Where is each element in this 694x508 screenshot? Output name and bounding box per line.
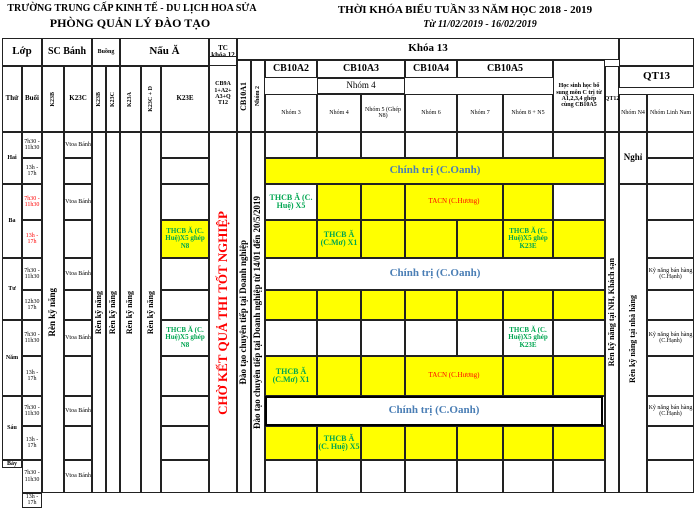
group-6-row-10	[553, 460, 605, 493]
group-2-row-5	[361, 290, 405, 320]
group-3-row-0	[405, 132, 457, 158]
session-3-0: 7h30 - 11h30	[22, 320, 42, 356]
group-2-row-0	[361, 132, 405, 158]
qt12-ren-ky-nang: Rèn kỹ năng tại NH, Khách sạn	[606, 258, 616, 367]
linh-nam-cell-5	[647, 290, 694, 320]
day-label-2: Tư	[2, 258, 22, 320]
col-buong: Buồng	[92, 38, 120, 66]
session-0-0: 7h30 - 11h30	[22, 132, 42, 158]
k23a-ren-ky-nang: Rèn kỹ năng	[125, 290, 135, 335]
col-nhom4-top: Nhóm 4	[317, 78, 405, 94]
k23e-cell-8	[161, 396, 209, 426]
col-cb10a5: CB10A5	[457, 60, 553, 78]
session-3-1: 13h - 17h	[22, 356, 42, 396]
nam-tacn: TACN (C.Hương)	[405, 356, 503, 396]
group-4-row-0	[457, 132, 503, 158]
group-4-row-5	[457, 290, 503, 320]
group-6-row-0	[553, 132, 605, 158]
group-1-row-7	[317, 356, 361, 396]
ba-tacn: TACN (C.Hương)	[405, 184, 503, 220]
group-4-row-6	[457, 320, 503, 356]
group-6-row-2	[553, 184, 605, 220]
cb9a-cho-ket-qua: CHỜ KẾT QUẢ THI TỐT NGHIỆP	[215, 210, 231, 415]
col-khoa13: Khóa 13	[237, 38, 619, 60]
school-name: TRƯỜNG TRUNG CẤP KINH TẾ - DU LỊCH HOA SỬA	[7, 3, 257, 14]
group-6-row-5	[553, 290, 605, 320]
col-thu: Thứ	[2, 66, 22, 132]
col-nhom-n4: Nhóm N4	[619, 94, 647, 132]
k23c-cell-10: Vtoa Bánh	[64, 460, 92, 493]
k23e-cell-4	[161, 258, 209, 290]
linh-nam-cell-7	[647, 356, 694, 396]
linh-nam-knbh-tu: Kỹ năng bán hàng (C.Hạnh)	[647, 258, 694, 290]
page-title: THỜI KHÓA BIỂU TUẦN 33 NĂM HỌC 2018 - 2019	[337, 4, 593, 16]
cb10a1-dao-tao: Đào tạo chuyên tiếp tại Doanh nghiệp	[238, 240, 249, 385]
col-k23c: K23C	[64, 66, 92, 132]
col-k23c-buong: K23C	[109, 91, 116, 107]
session-5-1: 13h - 17h	[22, 493, 42, 508]
group-6-row-6	[553, 320, 605, 356]
sau-chinh-tri: Chính trị (C.Oanh)	[265, 396, 603, 426]
col-k23a: K23A	[127, 91, 134, 107]
group-2-row-7	[361, 356, 405, 396]
hai-chinh-tri: Chính trị (C.Oanh)	[265, 158, 605, 184]
col-cb10a1: CB10A1	[238, 81, 248, 111]
col-qt13: QT13	[619, 66, 694, 88]
tu-chinh-tri: Chính trị (C.Oanh)	[265, 258, 605, 290]
nhom2-dao-tao: Đào tạo chuyên tiếp tại Doanh nghiệp từ 14/01 đến 20/5/2019	[252, 196, 263, 429]
linh-nam-cell-10	[647, 460, 694, 493]
session-0-1: 13h - 17h	[22, 158, 42, 184]
group-5-row-5	[503, 290, 553, 320]
group-4-row-9	[457, 426, 503, 460]
col-nhom7: Nhóm 7	[457, 94, 503, 132]
k23c-cell-1	[64, 158, 92, 184]
linh-nam-cell-1	[647, 158, 694, 184]
k23cd-ren-ky-nang: Rèn kỹ năng	[145, 290, 155, 335]
col-nau-a: Nấu Ă	[120, 38, 209, 66]
group-2-row-3	[361, 220, 405, 258]
session-1-0: 7h30 - 11h30	[22, 184, 42, 220]
sau-thcb-hue: THCB Ă (C. Huệ) X5	[317, 426, 361, 460]
day-label-5: Bảy	[2, 460, 22, 468]
group-0-row-3	[265, 220, 317, 258]
group-4-row-3	[457, 220, 503, 258]
ba-k23e-thcb: THCB Ă (C. Huệ)X5 ghép N8	[161, 220, 209, 258]
group-0-row-6	[265, 320, 317, 356]
ba-yellow-2	[361, 184, 405, 220]
col-qt-top	[619, 38, 694, 66]
linh-nam-cell-3	[647, 220, 694, 258]
k23c-cell-5	[64, 290, 92, 320]
group-3-row-5	[405, 290, 457, 320]
session-4-0: 7h30 - 11h30	[22, 396, 42, 426]
session-4-1: 13h - 17h	[22, 426, 42, 460]
col-k23cd: K23C + D	[147, 86, 154, 112]
group-5-row-10	[503, 460, 553, 493]
group-3-row-10	[405, 460, 457, 493]
col-nhom6: Nhóm 6	[405, 94, 457, 132]
group-1-row-5	[317, 290, 361, 320]
session-2-0: 7h30 - 11h30	[22, 258, 42, 290]
linh-nam-knbh-sau: Kỹ năng bán hàng (C.Hạnh)	[647, 396, 694, 426]
ba-thcb-hue: THCB Ă (C. Huệ) X5	[265, 184, 317, 220]
col-tc-khoa: TC khóa 12	[209, 38, 237, 66]
col-nhom-linh-nam: Nhóm Linh Nam	[647, 94, 694, 132]
k23b-ren-ky-nang: Rèn kỹ năng	[47, 288, 58, 337]
group-5-row-7	[503, 356, 553, 396]
day-label-1: Ba	[2, 184, 22, 258]
group-0-row-10	[265, 460, 317, 493]
k23e-cell-7	[161, 356, 209, 396]
date-range: Từ 11/02/2019 - 16/02/2019	[423, 19, 537, 30]
col-cb10a2: CB10A2	[265, 60, 317, 78]
col-cb9a: CB9A 1+A2+ A3+Q T12	[209, 56, 237, 132]
col-k23b-buong: K23B	[95, 91, 102, 107]
group-5-row-9	[503, 426, 553, 460]
session-2-1: 12h30 17h	[22, 290, 42, 320]
k23e-cell-5	[161, 290, 209, 320]
group-3-row-3	[405, 220, 457, 258]
day-label-4: Sáu	[2, 396, 22, 460]
ba-thcb-k23e: THCB Ă (C. Huệ)X5 ghép K23E	[503, 220, 553, 258]
k23c-cell-3	[64, 220, 92, 258]
nam-thcb-mo: THCB Ă (C.Mơ) X1	[265, 356, 317, 396]
group-3-row-6	[405, 320, 457, 356]
k23c-cell-8: Vtoa Bánh	[64, 396, 92, 426]
col-nhom8: Nhóm 8 + N5	[503, 94, 553, 132]
group-2-row-6	[361, 320, 405, 356]
ba-yellow-1	[317, 184, 361, 220]
col-sc-banh: SC Bánh	[42, 38, 92, 66]
col-nhom2: Nhóm 2	[254, 85, 261, 107]
group-6-row-3	[553, 220, 605, 258]
department-name: PHÒNG QUẢN LÝ ĐÀO TẠO	[49, 16, 211, 30]
k23c-cell-4: Vtoa Bánh	[64, 258, 92, 290]
group-0-row-0	[265, 132, 317, 158]
k23c-cell-6: Vtoa Bánh	[64, 320, 92, 356]
k23c-cell-7	[64, 356, 92, 396]
day-label-3: Năm	[2, 320, 22, 396]
group-3-row-9	[405, 426, 457, 460]
group-5-row-0	[503, 132, 553, 158]
group-1-row-6	[317, 320, 361, 356]
buong-k23c-ren-ky-nang: Rèn kỹ năng	[107, 290, 117, 335]
ba-yellow-3	[503, 184, 553, 220]
k23e-cell-0	[161, 132, 209, 158]
session-1-1: 13h - 17h	[22, 220, 42, 258]
k23e-cell-2	[161, 184, 209, 220]
col-buoi: Buổi	[22, 66, 42, 132]
group-1-row-0	[317, 132, 361, 158]
linh-nam-knbh-nam: Kỹ năng bán hàng (C.Hạnh)	[647, 320, 694, 356]
k23e-cell-10	[161, 460, 209, 493]
col-k23e: K23E	[161, 66, 209, 132]
col-cb10a4: CB10A4	[405, 60, 457, 78]
group-2-row-10	[361, 460, 405, 493]
qt13-n4-nghi: Nghỉ	[619, 132, 647, 184]
group-6-row-9	[553, 426, 605, 460]
day-label-0: Hai	[2, 132, 22, 184]
session-5-0: 7h30 - 11h30	[22, 460, 42, 493]
col-nhom5: Nhóm 5 (Ghép N8)	[361, 94, 405, 132]
linh-nam-cell-9	[647, 426, 694, 460]
k23e-cell-9	[161, 426, 209, 460]
col-hoc-sinh: Học sinh học bổ sung môn C trị từ A1,2,3,4 ghép cùng CB10A5	[553, 60, 605, 132]
group-2-row-9	[361, 426, 405, 460]
buong-k23b-ren-ky-nang: Rèn kỹ năng	[93, 290, 103, 335]
col-nhom4: Nhóm 4	[317, 94, 361, 132]
col-qt12: QT12	[605, 66, 619, 132]
k23c-cell-0: Vtoa Bánh	[64, 132, 92, 158]
nam-k23e-thcb: THCB Ă (C. Huệ)X5 ghép N8	[161, 320, 209, 356]
group-1-row-10	[317, 460, 361, 493]
ba-thcb-mo: THCB Ă (C.Mơ) X1	[317, 220, 361, 258]
nam-thcb-k23e: THCB Ă (C. Huệ)X5 ghép K23E	[503, 320, 553, 356]
qt13-n4-ren-nha-hang: Rèn kỹ năng tại nhà hàng	[627, 294, 637, 383]
col-nhom3: Nhóm 3	[265, 94, 317, 132]
group-4-row-10	[457, 460, 503, 493]
linh-nam-cell-0	[647, 132, 694, 158]
k23c-cell-9	[64, 426, 92, 460]
k23e-cell-1	[161, 158, 209, 184]
group-0-row-5	[265, 290, 317, 320]
col-cb10a3: CB10A3	[317, 60, 405, 78]
k23c-cell-2: Vtoa Bánh	[64, 184, 92, 220]
group-0-row-9	[265, 426, 317, 460]
col-k23b: K23B	[49, 91, 56, 107]
group-6-row-7	[553, 356, 605, 396]
linh-nam-cell-2	[647, 184, 694, 220]
col-lop: Lớp	[2, 38, 42, 66]
